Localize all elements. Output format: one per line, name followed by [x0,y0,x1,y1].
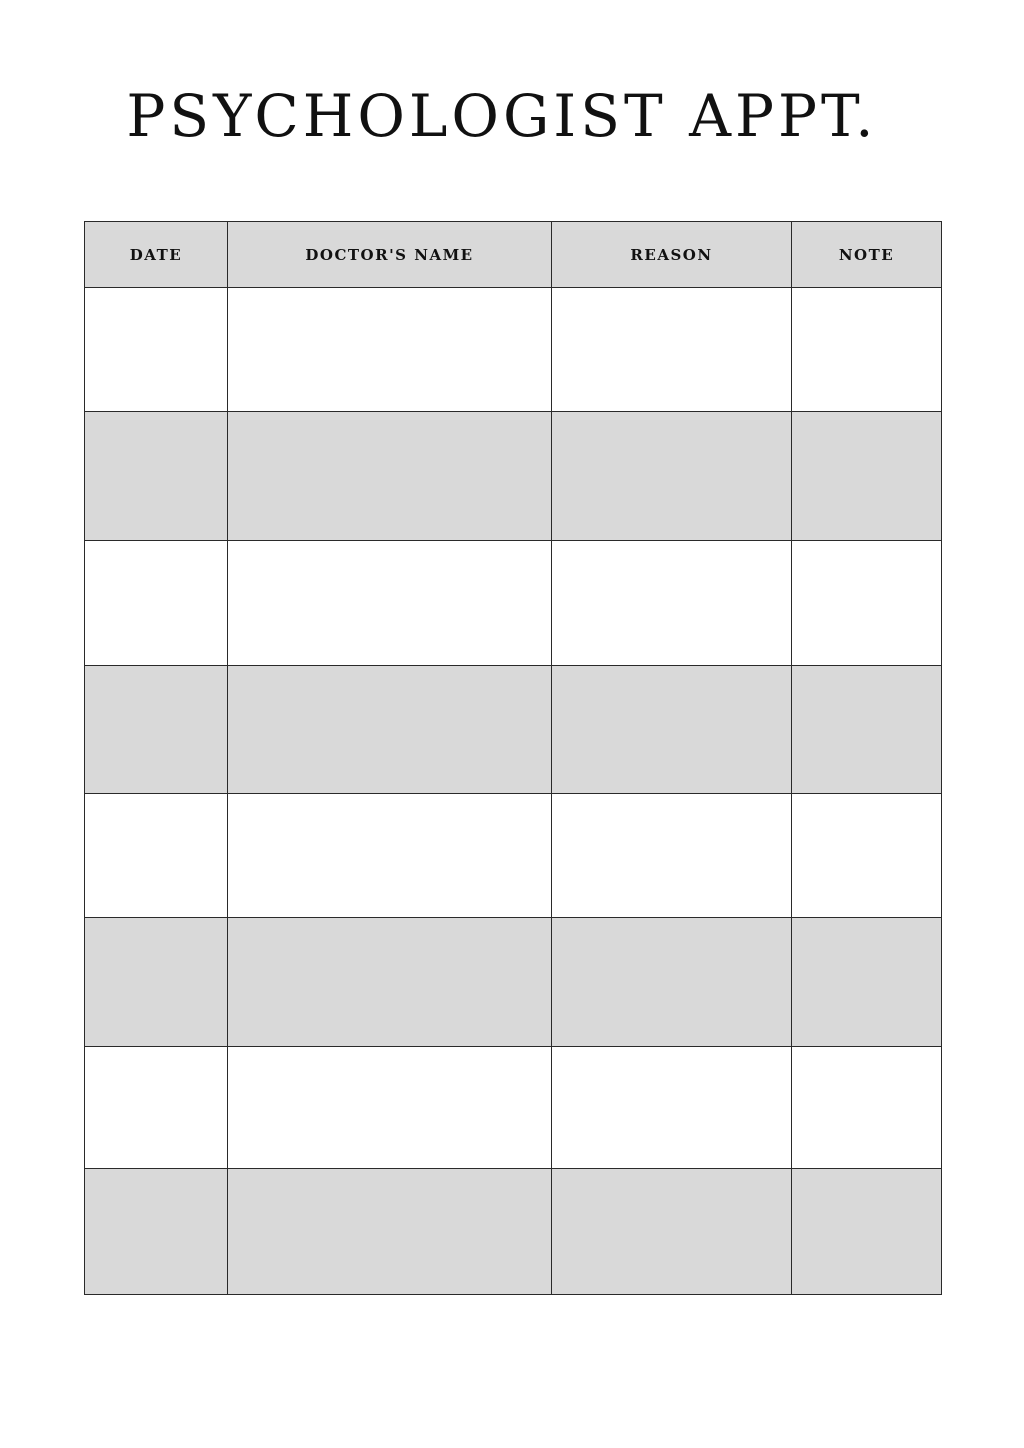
doctors-name-cell[interactable] [228,918,552,1047]
doctors-name-cell[interactable] [228,794,552,918]
reason-cell[interactable] [552,794,792,918]
table-row [85,1047,942,1169]
date-cell[interactable] [85,541,228,666]
note-cell[interactable] [792,918,942,1047]
date-cell[interactable] [85,918,228,1047]
column-header-reason: REASON [552,222,792,288]
page-title: PSYCHOLOGIST APPT. [126,82,878,150]
reason-cell[interactable] [552,1169,792,1295]
column-header-date: DATE [85,222,228,288]
table-row [85,412,942,541]
note-cell[interactable] [792,666,942,794]
note-cell[interactable] [792,541,942,666]
reason-cell[interactable] [552,1047,792,1169]
date-cell[interactable] [85,288,228,412]
note-cell[interactable] [792,1169,942,1295]
table-header-row [85,222,942,288]
note-cell[interactable] [792,412,942,541]
doctors-name-cell[interactable] [228,666,552,794]
doctors-name-cell[interactable] [228,288,552,412]
reason-cell[interactable] [552,541,792,666]
date-cell[interactable] [85,1047,228,1169]
date-cell[interactable] [85,794,228,918]
table-row [85,288,942,412]
table-row [85,794,942,918]
date-cell[interactable] [85,412,228,541]
table-row [85,541,942,666]
date-cell[interactable] [85,1169,228,1295]
table-row [85,918,942,1047]
table-row [85,666,942,794]
note-cell[interactable] [792,1047,942,1169]
doctors-name-cell[interactable] [228,541,552,666]
table-row [85,1169,942,1295]
date-cell[interactable] [85,666,228,794]
column-header-doctors-name: DOCTOR'S NAME [228,222,552,288]
note-cell[interactable] [792,794,942,918]
appointment-table [84,221,942,1295]
doctors-name-cell[interactable] [228,1169,552,1295]
doctors-name-cell[interactable] [228,1047,552,1169]
column-header-note: NOTE [792,222,942,288]
reason-cell[interactable] [552,918,792,1047]
reason-cell[interactable] [552,666,792,794]
note-cell[interactable] [792,288,942,412]
reason-cell[interactable] [552,288,792,412]
doctors-name-cell[interactable] [228,412,552,541]
reason-cell[interactable] [552,412,792,541]
